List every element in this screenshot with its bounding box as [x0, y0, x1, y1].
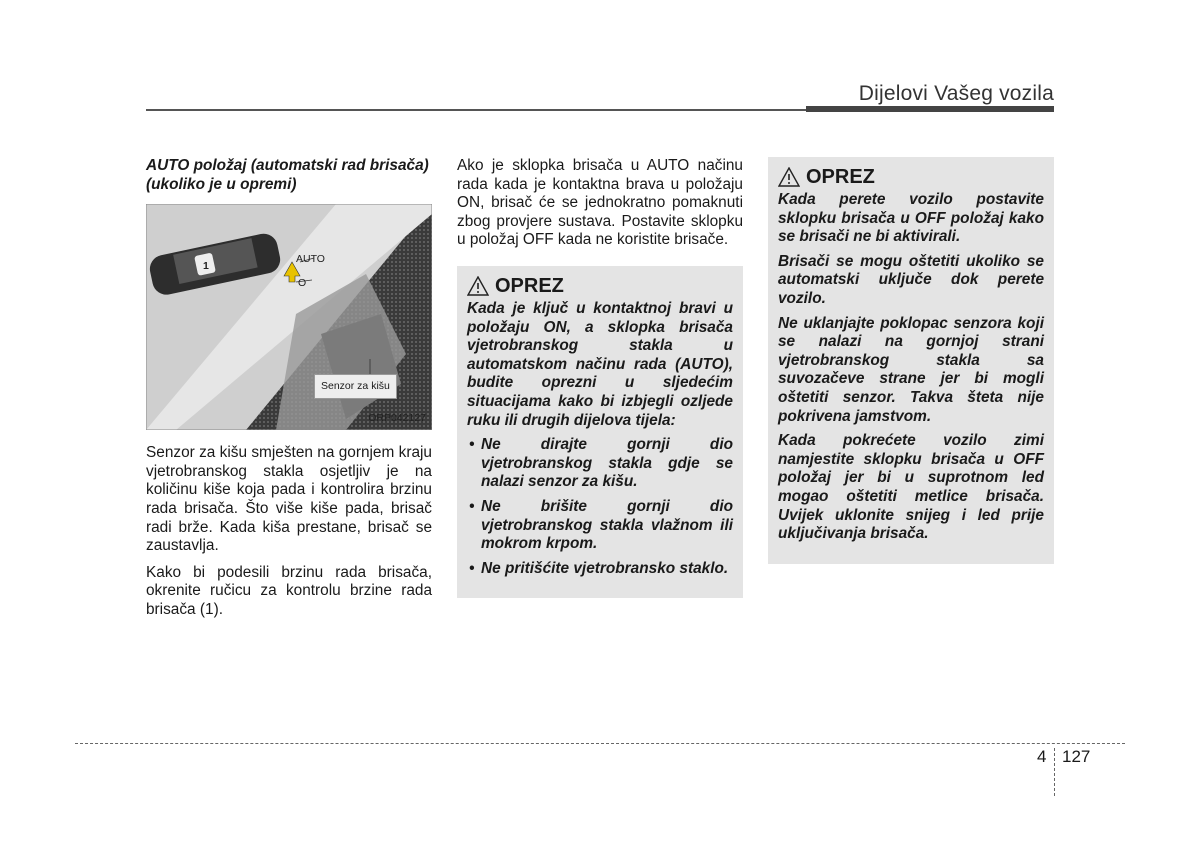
list-item: • Ne pritišćite vjetrobransko staklo. — [467, 560, 733, 579]
paragraph-speed-control: Kako bi podesili brzinu rada brisača, okrenite ručicu za kontrolu brzine rada brisača (1). — [146, 563, 432, 618]
caution-intro: Kada je ključ u kontaktnoj bravi u položaju ON, a sklopka brisača vjetrobranskog stakla u automatskom načinu rada (AUTO), budite oprezni u sljedećim situacijama kako bi izbjegli ozljede ruku ili drugih dijelova tijela: — [467, 299, 733, 429]
figure-label-knob-1: 1 — [203, 260, 209, 273]
caution-paragraph: Ne uklanjajte poklopac senzora koji se nalazi na gornjoj strani vjetrobranskog stakla sa suvozačeve strane jer bi mogli oštetiti senzor. Takva šteta nije pokrivena jamstvom. — [778, 314, 1044, 425]
caution-title-text-2: OPREZ — [806, 165, 875, 188]
caution-title-2 — [778, 167, 1044, 187]
list-item: • Ne dirajte gornji dio vjetrobranskog stakla gdje se nalazi senzor za kišu. — [467, 436, 733, 492]
caution-paragraph: Kada pokrećete vozilo zimi namjestite sklopku brisača u OFF položaj jer bi u suprotnom led mogao oštetiti metlice brisača. Uvijek uklonite snijeg i led prije uključivanja brisača. — [778, 432, 1044, 543]
footer-rule — [75, 743, 1125, 744]
figure-label-auto: AUTO — [296, 253, 325, 266]
list-item: • Ne brišite gornji dio vjetrobranskog stakla vlažnom ili mokrom krpom. — [467, 498, 733, 554]
warning-triangle-icon — [778, 167, 800, 187]
footer-divider — [1054, 748, 1055, 796]
column-middle — [457, 157, 743, 598]
caution-box-2 — [768, 157, 1054, 564]
wiper-figure — [146, 204, 432, 430]
caution-box-1 — [457, 266, 743, 598]
page-number: 127 — [1062, 747, 1091, 766]
figure-label-rain-sensor: Senzor za kišu — [314, 374, 397, 399]
section-subheading: AUTO položaj (automatski rad brisača) (ukoliko je u opremi) — [146, 157, 429, 193]
caution-title-text-1: OPREZ — [495, 274, 564, 297]
warning-triangle-icon — [467, 276, 489, 296]
column-left — [146, 157, 432, 628]
paragraph-rain-sensor: Senzor za kišu smješten na gornjem kraju vjetrobranskog stakla osjetljiv je na količinu kiše koja pada i kontrolira brzinu rada brisača. Što više kiše pada, brisač radi brže. Kada kiša prestane, brisač se zaustavlja. — [146, 444, 432, 555]
figure-code: ORP042127 — [368, 411, 426, 424]
column-right — [768, 157, 1054, 564]
caution-paragraph: Brisači se mogu oštetiti ukoliko se automatski uključe dok perete vozilo. — [778, 252, 1044, 307]
page-header-title: Dijelovi Vašeg vozila — [858, 82, 1054, 105]
caution-title-1 — [467, 276, 733, 296]
caution-paragraph: Kada perete vozilo postavite sklopku brisača u OFF položaj kako se brisači ne bi aktivirali. — [778, 191, 1044, 246]
header-rule-thick — [806, 106, 1054, 112]
caution-bullet-list — [467, 436, 733, 578]
paragraph-auto-check: Ako je sklopka brisača u AUTO načinu rada kada je kontaktna brava u položaju ON, brisač će se jednokratno pomaknuti zbog provjere sustava. Postavite sklopku u položaj OFF kada ne koristite brisače. — [457, 157, 743, 249]
header-rule-thin — [146, 109, 806, 111]
chapter-number: 4 — [1037, 747, 1047, 766]
figure-label-off: O — [298, 277, 307, 290]
